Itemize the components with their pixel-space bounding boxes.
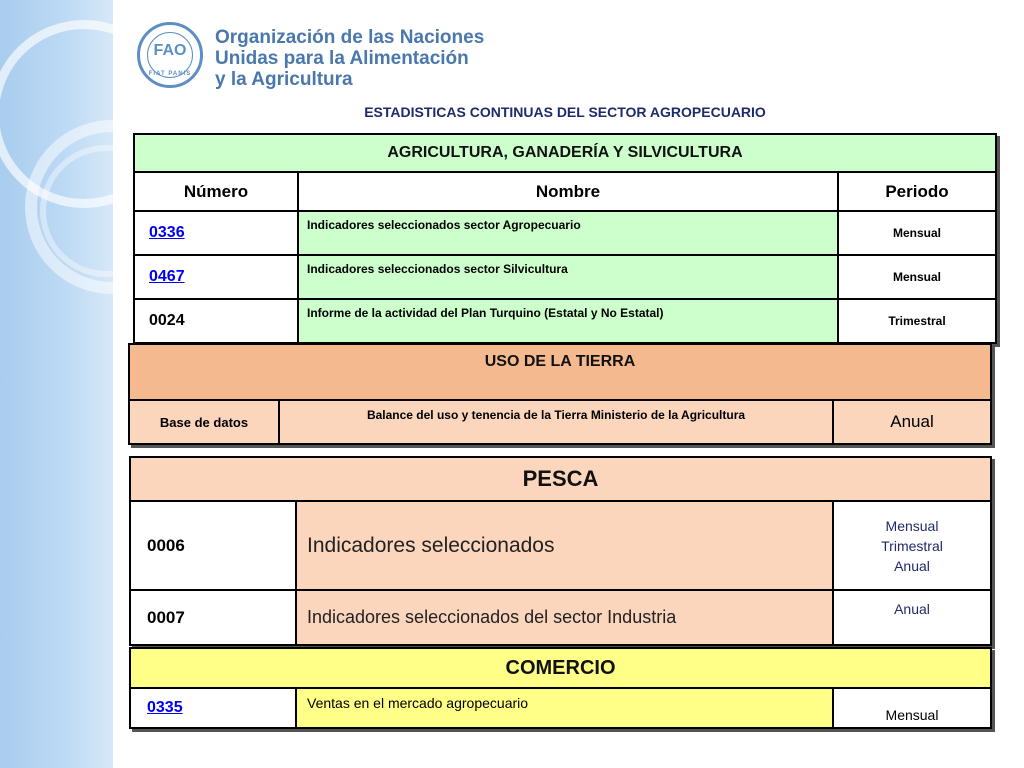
org-name-line: y la Agricultura <box>215 69 353 90</box>
table-row <box>130 501 991 590</box>
numero-cell: 0024 <box>134 299 298 343</box>
nombre-cell: Ventas en el mercado agropecuario <box>296 688 833 728</box>
periodo-cell: Mensual <box>838 211 996 255</box>
table-row <box>134 299 996 343</box>
numero-link[interactable]: 0467 <box>149 268 185 285</box>
numero-cell: 0007 <box>130 590 296 645</box>
numero-cell <box>134 211 298 255</box>
nombre-cell: Indicadores seleccionados <box>296 501 833 590</box>
numero-cell <box>130 688 296 728</box>
section-heading: COMERCIO <box>130 648 991 688</box>
side-decoration <box>0 0 113 768</box>
fao-logo <box>137 22 203 88</box>
org-name-line: Organización de las Naciones <box>215 27 485 48</box>
numero-cell: 0006 <box>130 501 296 590</box>
periodo-value: Anual <box>894 601 930 617</box>
numero-cell <box>134 255 298 299</box>
column-header-numero: Número <box>134 172 298 211</box>
org-name-line: Unidas para la Alimentación <box>215 48 469 69</box>
page-title: ESTADISTICAS CONTINUAS DEL SECTOR AGROPECUARIO <box>364 104 766 120</box>
periodo-cell <box>833 501 991 590</box>
periodo-cell <box>833 590 991 645</box>
section-heading: USO DE LA TIERRA <box>129 344 991 400</box>
periodo-value: Mensual <box>885 517 939 534</box>
table-row <box>134 211 996 255</box>
periodo-cell: Trimestral <box>838 299 996 343</box>
logo-letters: FAO <box>153 42 187 59</box>
tipo-cell: Base de datos <box>129 400 279 444</box>
table-row <box>130 590 991 645</box>
periodo-value: Trimestral <box>881 537 943 554</box>
nombre-cell: Balance del uso y tenencia de la Tierra Ministerio de la Agricultura <box>279 400 833 444</box>
column-header-nombre: Nombre <box>298 172 838 211</box>
nombre-cell: Indicadores seleccionados del sector Industria <box>296 590 833 645</box>
section-heading: AGRICULTURA, GANADERÍA Y SILVICULTURA <box>134 134 996 172</box>
numero-link[interactable]: 0336 <box>149 224 185 241</box>
section-heading: PESCA <box>130 457 991 501</box>
periodo-cell: Mensual <box>838 255 996 299</box>
numero-link[interactable]: 0335 <box>147 699 183 716</box>
table-row <box>130 688 991 728</box>
table-row <box>134 255 996 299</box>
logo-motto: FIAT PANIS <box>148 71 192 77</box>
pesca-table <box>129 456 992 646</box>
nombre-cell: Informe de la actividad del Plan Turquino (Estatal y No Estatal) <box>298 299 838 343</box>
comercio-table <box>129 647 992 729</box>
table-row <box>129 400 991 444</box>
nombre-cell: Indicadores seleccionados sector Agropecuario <box>298 211 838 255</box>
organization-name <box>215 27 484 90</box>
uso-tierra-table <box>128 343 992 445</box>
column-header-periodo: Periodo <box>838 172 996 211</box>
nombre-cell: Indicadores seleccionados sector Silvicultura <box>298 255 838 299</box>
periodo-cell: Mensual <box>833 688 991 728</box>
periodo-cell: Anual <box>833 400 991 444</box>
periodo-value: Anual <box>894 557 930 574</box>
agricultura-table <box>133 133 997 344</box>
